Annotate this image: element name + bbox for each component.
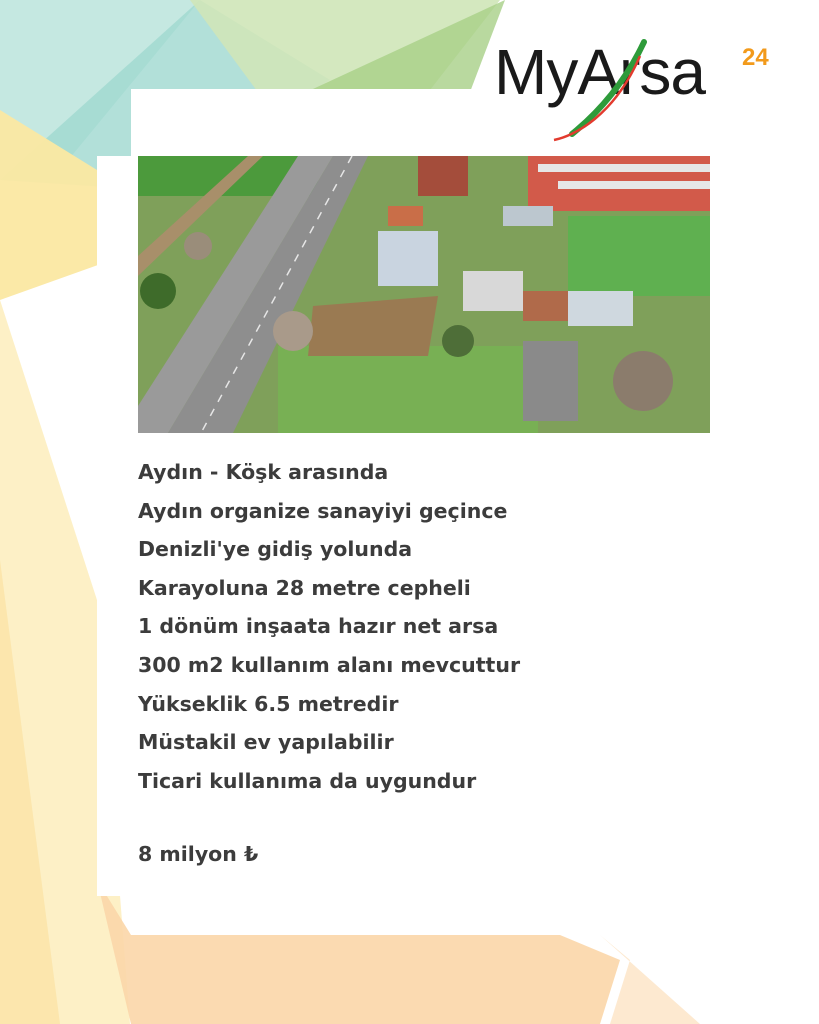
listing-line-detached-house: Müstakil ev yapılabilir <box>138 730 394 755</box>
listing-line-route: Denizli'ye gidiş yolunda <box>138 537 413 562</box>
listing-line-industrial-zone: Aydın organize sanayiyi geçince <box>138 498 508 523</box>
logo-text: MyArsa <box>494 36 705 108</box>
brand-logo <box>494 36 784 146</box>
listing-line-usage-area: 300 m2 kullanım alanı mevcuttur <box>138 652 521 677</box>
logo-swoosh-icon <box>494 36 784 146</box>
logo-superscript: 24 <box>742 44 769 71</box>
aerial-land-photo <box>138 156 710 433</box>
listing-line-location: Aydın - Köşk arasında <box>138 460 389 484</box>
listing-line-area: 1 dönüm inşaata hazır net arsa <box>138 614 499 639</box>
listing-description <box>138 456 698 877</box>
listing-line-height: Yükseklik 6.5 metredir <box>138 691 399 716</box>
listing-line-frontage: Karayoluna 28 metre cepheli <box>138 575 471 600</box>
listing-price: 8 milyon ₺ <box>138 842 259 867</box>
listing-line-commercial: Ticari kullanıma da uygundur <box>138 768 477 793</box>
